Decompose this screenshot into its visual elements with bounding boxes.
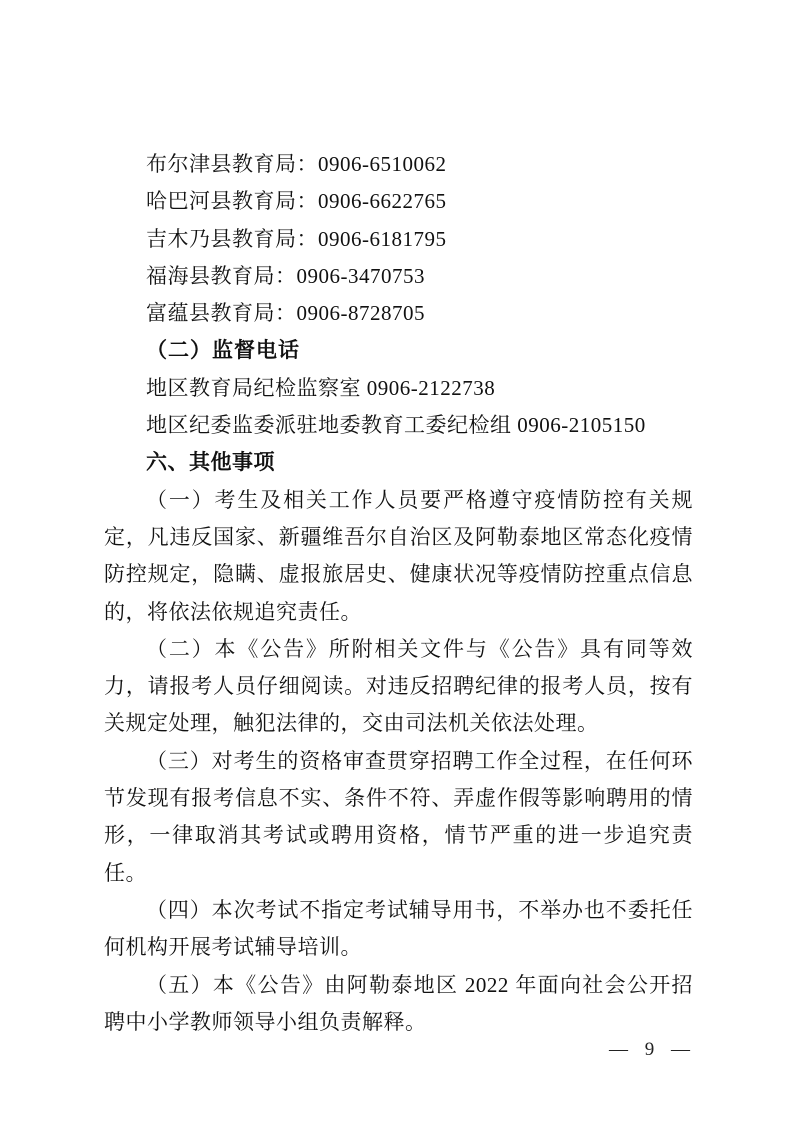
body-paragraph: （五）本《公告》由阿勒泰地区 2022 年面向社会公开招聘中小学教师领导小组负责解释。 — [104, 972, 693, 1034]
section-heading-other-matters: 六、其他事项 — [146, 451, 275, 475]
document-body — [104, 146, 693, 1041]
supervision-heading: （二）监督电话 — [146, 338, 300, 363]
body-paragraph: （一）考生及相关工作人员要严格遵守疫情防控有关规定，凡违反国家、新疆维吾尔自治区及阿勒泰地区常态化疫情防控规定，隐瞒、虚报旅居史、健康状况等疫情防控重点信息的，将依法依规追究责任。 — [104, 487, 693, 624]
contact-line: 福海县教育局：0906-3470753 — [146, 263, 425, 288]
contact-line: 富蕴县教育局：0906-8728705 — [146, 301, 425, 326]
page-number: — 9 — — [609, 1039, 692, 1060]
supervision-line: 地区纪委监委派驻地委教育工委纪检组 0906-2105150 — [146, 413, 646, 438]
supervision-line: 地区教育局纪检监察室 0906-2122738 — [146, 375, 496, 400]
contact-line: 布尔津县教育局：0906-6510062 — [146, 152, 447, 176]
body-paragraph: （二）本《公告》所附相关文件与《公告》具有同等效力，请报考人员仔细阅读。对违反招聘纪律的报考人员，按有关规定处理，触犯法律的，交由司法机关依法处理。 — [104, 636, 693, 736]
contact-line: 哈巴河县教育局：0906-6622765 — [146, 189, 447, 214]
contact-line: 吉木乃县教育局：0906-6181795 — [146, 226, 447, 251]
body-paragraph: （四）本次考试不指定考试辅导用书，不举办也不委托任何机构开展考试辅导培训。 — [104, 897, 693, 960]
body-paragraph: （三）对考生的资格审查贯穿招聘工作全过程，在任何环节发现有报考信息不实、条件不符、弄虚作假等影响聘用的情形，一律取消其考试或聘用资格，情节严重的进一步追究责任。 — [104, 748, 693, 885]
